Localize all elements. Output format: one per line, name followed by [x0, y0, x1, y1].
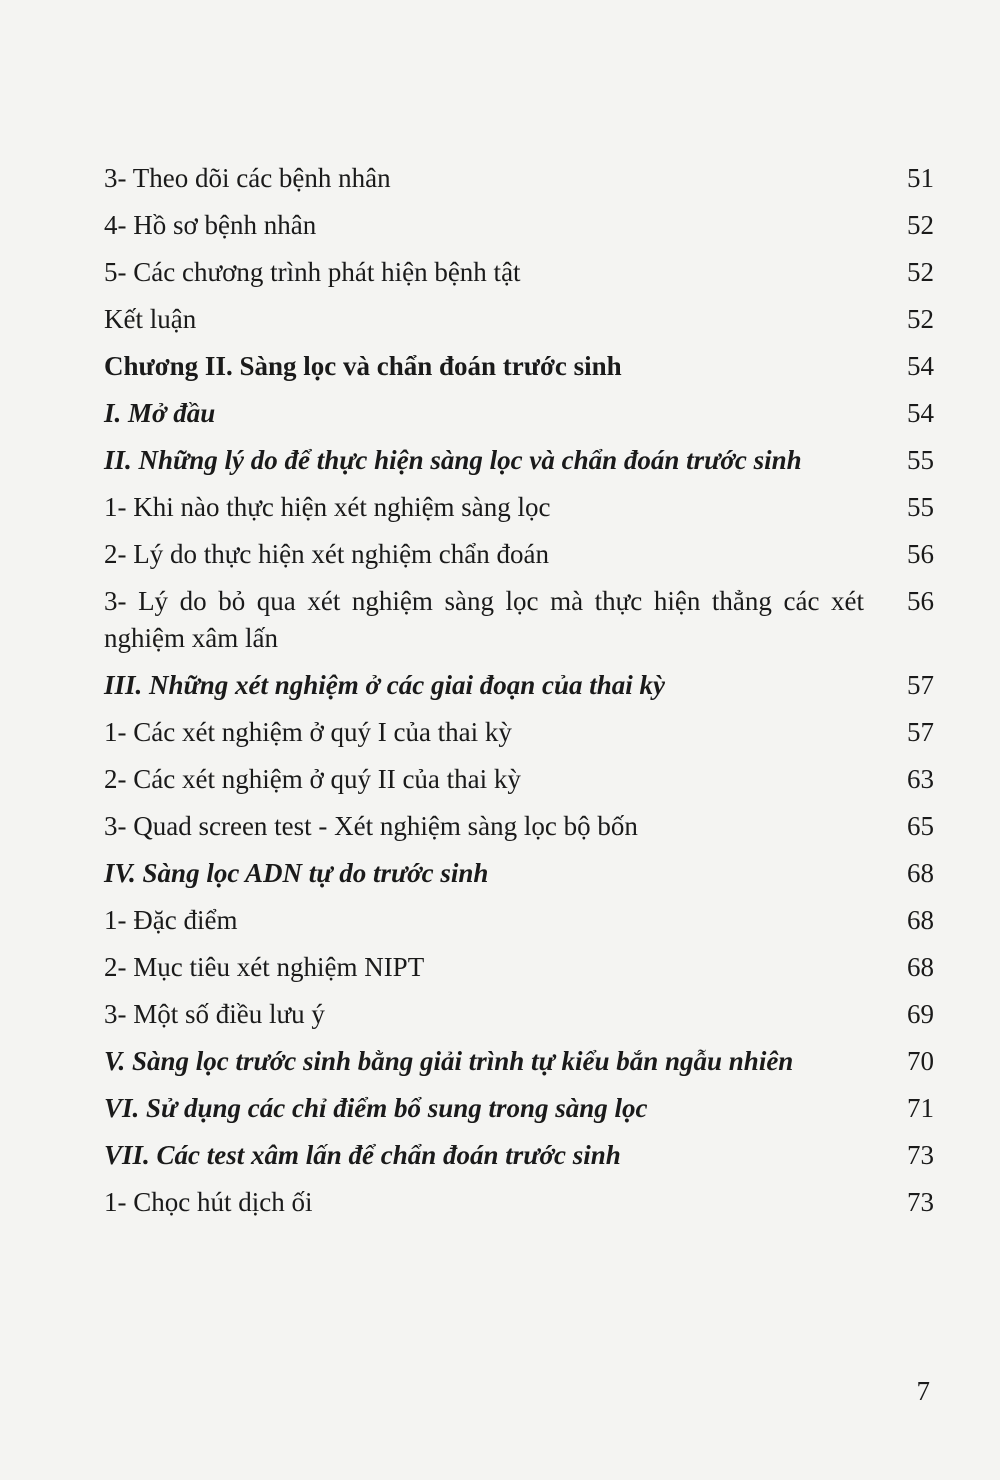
toc-entry-page: 55 — [907, 445, 934, 475]
toc-entry-title: 1- Chọc hút dịch ối — [104, 1187, 313, 1217]
toc-entry-title: 3- Quad screen test - Xét nghiệm sàng lọc bộ bốn — [104, 811, 638, 841]
toc-entry — [104, 1137, 934, 1174]
toc-entry — [104, 1184, 934, 1221]
toc-entry-title: V. Sàng lọc trước sinh bằng giải trình tự kiểu bắn ngẫu nhiên — [104, 1046, 794, 1076]
toc-entry-page: 56 — [907, 539, 934, 569]
toc-entry — [104, 902, 934, 939]
toc-entry-page: 68 — [907, 858, 934, 888]
page-number: 7 — [916, 1376, 930, 1406]
toc-entry-page: 73 — [907, 1140, 934, 1170]
toc-entry-title: 4- Hồ sơ bệnh nhân — [104, 210, 317, 240]
toc-entry-page: 73 — [907, 1187, 934, 1217]
toc-entry — [104, 348, 934, 385]
toc-entry-title: 3- Một số điều lưu ý — [104, 999, 325, 1029]
toc-entry-page: 69 — [907, 999, 934, 1029]
toc-entry-page: 52 — [907, 210, 934, 240]
toc-entry — [104, 1043, 934, 1080]
toc-entry — [104, 160, 934, 197]
toc-entry-page: 70 — [907, 1046, 934, 1076]
toc-entry-title: 1- Các xét nghiệm ở quý I của thai kỳ — [104, 717, 512, 747]
toc-entry — [104, 442, 934, 479]
toc-entry — [104, 667, 934, 704]
toc-entry-title: 2- Mục tiêu xét nghiệm NIPT — [104, 952, 425, 982]
toc-entry — [104, 808, 934, 845]
toc-entry — [104, 395, 934, 432]
toc-entry-title: Chương II. Sàng lọc và chẩn đoán trước sinh — [104, 351, 622, 381]
toc-entry-title: III. Những xét nghiệm ở các giai đoạn của thai kỳ — [104, 670, 665, 700]
toc-entry — [104, 254, 934, 291]
toc-entry — [104, 1090, 934, 1127]
toc-entry-title: 5- Các chương trình phát hiện bệnh tật — [104, 257, 521, 287]
toc-entry-title: I. Mở đầu — [104, 398, 216, 428]
toc-entry-page: 54 — [907, 398, 934, 428]
toc-entry — [104, 855, 934, 892]
toc-entry — [104, 714, 934, 751]
toc-entry — [104, 949, 934, 986]
toc-entry-page: 57 — [907, 670, 934, 700]
toc-entry-title: 1- Khi nào thực hiện xét nghiệm sàng lọc — [104, 492, 551, 522]
toc-entry-page: 68 — [907, 952, 934, 982]
toc-entry-title: Kết luận — [104, 304, 197, 334]
toc-entry-page: 65 — [907, 811, 934, 841]
toc-entry — [104, 996, 934, 1033]
toc-entry-title: 1- Đặc điểm — [104, 905, 238, 935]
toc-entry-title: 2- Các xét nghiệm ở quý II của thai kỳ — [104, 764, 521, 794]
toc-entry-title: 3- Theo dõi các bệnh nhân — [104, 163, 391, 193]
toc-entry-title: II. Những lý do để thực hiện sàng lọc và chẩn đoán trước sinh — [104, 445, 802, 475]
toc-entry-page: 71 — [907, 1093, 934, 1123]
toc-entry-title: 3- Lý do bỏ qua xét nghiệm sàng lọc mà thực hiện thẳng các xét nghiệm xâm lấn — [104, 586, 864, 653]
toc-entry-page: 51 — [907, 163, 934, 193]
toc-entry — [104, 301, 934, 338]
toc-entry-title: VI. Sử dụng các chỉ điểm bổ sung trong sàng lọc — [104, 1093, 648, 1123]
toc-entry — [104, 761, 934, 798]
toc-entry-page: 57 — [907, 717, 934, 747]
toc-entry-page: 54 — [907, 351, 934, 381]
toc-entry-page: 52 — [907, 304, 934, 334]
toc-entry — [104, 489, 934, 526]
toc-entry — [104, 583, 934, 657]
toc-entry-page: 52 — [907, 257, 934, 287]
table-of-contents — [104, 160, 934, 1231]
toc-entry-page: 56 — [907, 586, 934, 616]
toc-entry-page: 63 — [907, 764, 934, 794]
toc-entry-title: VII. Các test xâm lấn để chẩn đoán trước sinh — [104, 1140, 621, 1170]
toc-entry-title: IV. Sàng lọc ADN tự do trước sinh — [104, 858, 489, 888]
toc-entry — [104, 207, 934, 244]
toc-entry-page: 68 — [907, 905, 934, 935]
toc-entry — [104, 536, 934, 573]
toc-entry-page: 55 — [907, 492, 934, 522]
toc-entry-title: 2- Lý do thực hiện xét nghiệm chẩn đoán — [104, 539, 550, 569]
